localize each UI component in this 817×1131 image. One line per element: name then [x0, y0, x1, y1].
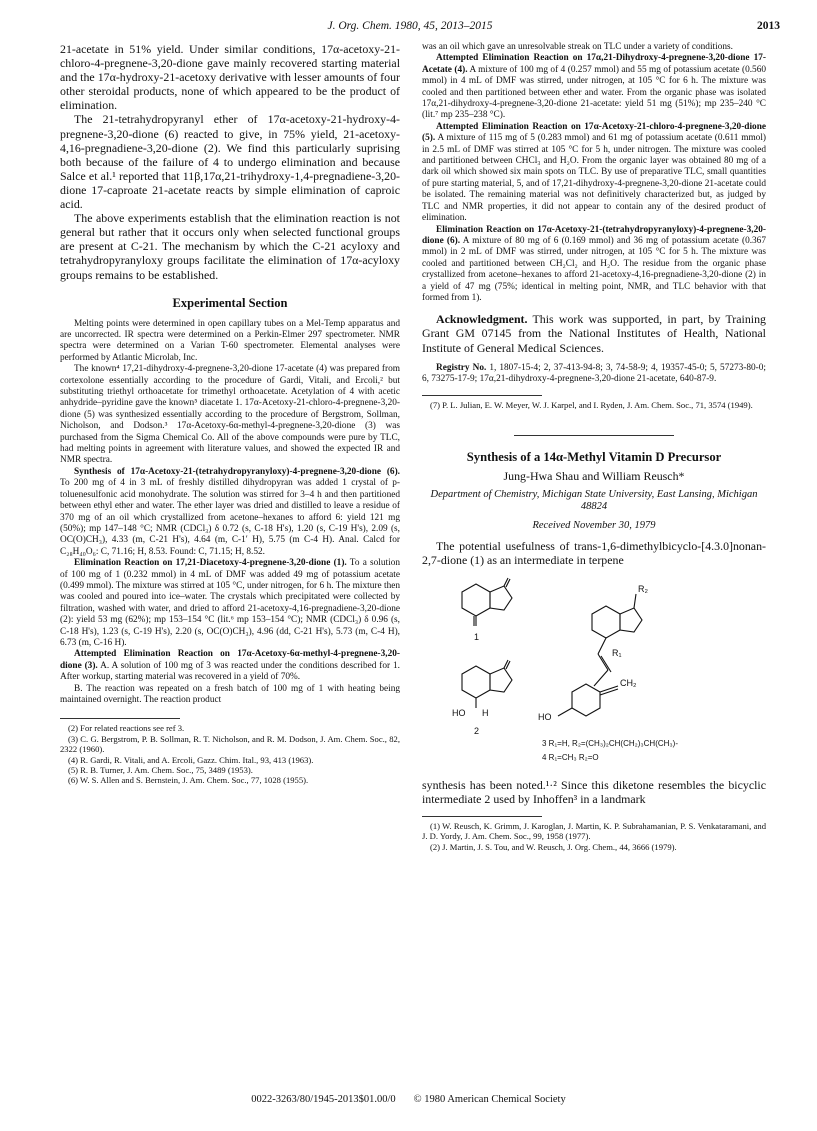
paragraph-text: A mixture of 115 mg of 5 (0.283 mmol) and 61 mg of potassium acetate (0.611 mmol) in 2.5 mL of DMF was stirred at 105 °C for 5 h, under nitrogen. The mixture was cooled and partitioned between CHCl₃ and H₂O. From the organic layer was obtained 80 mg of a dark oil which showed six main spots on TLC. By use of preparative TLC, small quantities of pure starting material, 5, and of 17,21-dihydroxy-4-pregnene-3,20-dione 21-acetate could be isolated. The remaining material was not definitively characterized but, as judged by TLC and NMR properties, it did not appear to contain any of the desired product of elimination.: [422, 133, 766, 224]
registry-numbers: [422, 363, 766, 386]
label-r1: R₁: [612, 647, 622, 658]
page-number: 2013: [757, 20, 780, 32]
paragraph: B. The reaction was repeated on a fresh batch of 100 mg of 1 with heating being maintained overnight. The reaction product: [60, 683, 400, 705]
label-ho: HO: [452, 707, 466, 718]
paragraph-text: 1, 1807-15-4; 2, 37-413-94-8; 3, 74-58-9; 4, 19357-45-0; 5, 57273-80-0; 6, 73275-17-9; 17α,21-dihydroxy-4-pregnene-3,20-dione 21-acetate, 640-87-9.: [422, 362, 767, 385]
paragraph: [60, 649, 400, 683]
structures-drawing: [422, 574, 766, 774]
copyright: © 1980 American Chemical Society: [413, 1094, 566, 1105]
run-in-heading: Acknowledgment.: [436, 312, 528, 327]
run-in-heading: Elimination Reaction on 17α-Acetoxy-21-(tetrahydropyranyloxy)-4-pregnene-3,20-dione (6).: [422, 224, 766, 246]
footnote-rule: [422, 816, 542, 817]
received-date: Received November 30, 1979: [532, 519, 656, 531]
label-compound-2: 2: [474, 725, 480, 736]
paragraph-text: A mixture of 80 mg of 6 (0.169 mmol) and 36 mg of potassium acetate (0.367 mmol) in 2 mL of DMF was stirred, under nitrogen, at 105 °C for 5 h. The mixture was cooled and partitioned between CH₂Cl₂ and H₂O. The residue from the organic phase crystallized from acetone–hexanes to afford 21-acetoxy-4,16-pregnadiene-3,20-dione (2) in a yield of 47 mg (75%; identical in melting point, NMR, and TLC behavior with that formed from 1).: [422, 235, 766, 303]
label-ch2: CH₂: [620, 677, 637, 688]
paragraph: Melting points were determined in open capillary tubes on a Mel-Temp apparatus and are uncorrected. IR spectra were determined on a Perkin-Elmer 297 spectrometer. NMR spectra were determined on a Varian T-60 spectrometer. Elemental analyses were performed by Atlantic Microlab, Inc.: [60, 318, 400, 363]
ring-cd-5: [620, 608, 642, 632]
chemical-structures: [422, 574, 766, 774]
paragraph: synthesis has been noted.¹·² Since this diketone resembles the bicyclic intermediate 2 used by Inhoffen³ in a landmark: [422, 777, 766, 806]
run-in-heading: Attempted Elimination Reaction on 17α,21-Dihydroxy-4-pregnene-3,20-dione 17-Acetate (4).: [422, 53, 766, 75]
page-footer: [0, 1094, 817, 1105]
ring-cd-6: [592, 606, 620, 638]
paragraph-text: A mixture of 100 mg of 4 (0.257 mmol) and 55 mg of potassium acetate (0.560 mmol) in 4 mL of DMF was stirred, under nitrogen, at 105 °C for 6 h. The mixture was cooled and then partitioned between ether and water. From the organic phase was isolated 17α,21-dihydroxy-4-pregnene-3,20-dione 21-acetate: yield 51 mg (51%); mp 235–240 °C (lit.⁷ mp 235–238 °C).: [422, 64, 766, 121]
journal-citation: J. Org. Chem. 1980, 45, 2013–2015: [327, 20, 493, 32]
footnote: (4) R. Gardi, R. Vitali, and A. Ercoli, Gazz. Chim. Ital., 93, 413 (1963).: [68, 754, 314, 765]
authors: Jung-Hwa Shau and William Reusch*: [503, 468, 685, 483]
right-column: [422, 42, 766, 852]
run-in-heading: Registry No.: [436, 362, 487, 373]
label-h: H: [482, 707, 489, 718]
affiliation: Department of Chemistry, Michigan State University, East Lansing, Michigan 48824: [430, 488, 758, 513]
acknowledgment: [422, 312, 766, 354]
paragraph-text: To a solution of 100 mg of 1 (0.232 mmol) in 4 mL of DMF was added 49 mg of potassium acetate (0.499 mmol). The mixture was stirred at 105 °C, under nitrogen, for 6 h. The mixture then was cooled and poured into ice–water. The crystals which precipitated were collected by filtration, washed with water, and dried to afford 21-acetoxy-4,16-pregnadiene-3,20-dione (2): yield 53 mg (62%); mp 153–154 °C (lit.⁶ mp 153–154 °C); NMR (CDCl₃) δ 0.96 (s, C-18 H's), 1.23 (s, C-19 H's), 2.20 (s, OC(O)CH₃), 4.96 (dd, C-21 H's), 5.73 (m, C-4 H), 6.73 (m, C-16 H).: [60, 558, 401, 648]
footnote: (6) W. S. Allen and S. Bernstein, J. Am. Chem. Soc., 77, 1028 (1955).: [68, 775, 309, 786]
footnote: (7) P. L. Julian, E. W. Meyer, W. J. Karpel, and I. Ryden, J. Am. Chem. Soc., 71, 3574 (1949).: [430, 400, 753, 411]
run-in-heading: Attempted Elimination Reaction on 17α-Acetoxy-21-chloro-4-pregnene-3,20-dione (5).: [422, 121, 766, 144]
paragraph-text: This work was supported, in part, by Training Grant GM 07145 from the National Institutes of Health, National Institute of General Medical Sciences.: [422, 312, 766, 355]
paragraph: was an oil which gave an unresolvable streak on TLC under a variety of conditions.: [422, 42, 733, 52]
paragraph: [60, 467, 400, 558]
paragraph-text: A. A solution of 100 mg of 3 was reacted under the conditions described for 1. After workup, starting material was recovered in a yield of 70%.: [60, 660, 400, 683]
paragraph: 21-acetate in 51% yield. Under similar conditions, 17α-acetoxy-21-chloro-4-pregnene-3,20-dione gave mainly recovered starting material and the 17α-hydroxy-21-acetoxy derivative with lesser amounts of four other steroidal products, none of which appeared to be the product of elimination.: [60, 42, 400, 113]
paragraph: [422, 225, 766, 305]
label-r2: R₂: [638, 583, 648, 594]
article-separator: [514, 435, 674, 436]
footnote: (1) W. Reusch, K. Grimm, J. Karoglan, J. Martin, K. P. Subrahamanian, P. S. Venkataramani, and J. D. Yordy, J. Am. Chem. Soc., 99, 1958 (1977).: [422, 820, 766, 842]
running-header: [40, 20, 780, 36]
footnote-rule: [60, 718, 180, 719]
footnote-rule: [422, 395, 542, 396]
footnote: (3) C. G. Bergstrom, P. B. Sollman, R. T. Nicholson, and R. M. Dodson, J. Am. Chem. Soc., 82, 2322 (1960).: [60, 733, 400, 755]
label-compound-1: 1: [474, 631, 480, 642]
legend-3: 3 R₁=H, R₂=(CH₃)₂CH(CH₂)₃CH(CH₃)-: [542, 738, 679, 748]
footnote: (5) R. B. Turner, J. Am. Chem. Soc., 75, 3489 (1953).: [68, 765, 253, 776]
ring-5-compound-2: [490, 668, 512, 692]
ring-a: [572, 684, 600, 716]
label-ho-vitd: HO: [538, 711, 552, 722]
legend-4: 4 R₁=CH₃ R₂=O: [542, 752, 599, 762]
paragraph: [422, 53, 766, 121]
footnote: (2) J. Martin, J. S. Tou, and W. Reusch, J. Org. Chem., 44, 3666 (1979).: [430, 841, 677, 852]
run-in-heading: Synthesis of 17α-Acetoxy-21-(tetrahydropyranyloxy)-4-pregnene-3,20-dione (6).: [74, 466, 400, 477]
paragraph: [60, 558, 400, 649]
paragraph: The potential usefulness of trans-1,6-dimethylbicyclo-[4.3.0]nonan-2,7-dione (1) as an intermediate in terpene: [422, 539, 766, 568]
section-heading: Experimental Section: [172, 295, 288, 310]
article-title: Synthesis of a 14α-Methyl Vitamin D Precursor: [466, 449, 722, 464]
ring-6-compound-2: [462, 666, 490, 698]
paragraph: The above experiments establish that the elimination reaction is not general but rather that it occurs only when selected functional groups are present at C-21. The mechanism by which the C-21 acyloxy and tetrahydropyranyloxy groups facilitate the elimination of 17α-acyloxy groups remains to be established.: [60, 211, 400, 282]
paragraph-text: To 200 mg of 4 in 3 mL of freshly distilled dihydropyran was added 1 crystal of p-toluenesulfonic acid monohydrate. The solution was stirred for 3–4 h and then partitioned between ethyl ether and water. The ether layer was dried and distilled to leave a residue of 370 mg of an oil which crystallized from acetone–hexanes to afford 6: yield 121 mg (50%); mp 147–148 °C; NMR (CDCl₃) δ 0.72 (s, C-18 H's), 1.20 (s, C-19 H's), 2.09 (s, OC(O)CH₃), 4.33 (m, C-21 H's), 4.64 (m, C-1′ H), 5.75 (m C-4 H). Anal. Calcd for C₂₈H₄₀O₆: C, 71.16; H, 8.53. Found: C, 71.15; H, 8.52.: [60, 478, 400, 557]
publication-code: 0022-3263/80/1945-2013$01.00/0: [251, 1094, 396, 1105]
paragraph: The 21-tetrahydropyranyl ether of 17α-acetoxy-21-hydroxy-4-pregnene-3,20-dione (6) reacted to give, in 75% yield, 21-acetoxy-4,16-pregnadiene-3,20-dione (2). We find this particularly suprising both because of the failure of 4 to undergo elimination and because Salce et al.¹ reported that 11β,17α,21-trihydroxy-1,4-pregnadiene-3,20-dione 17-caproate 21-acetate reacts by simple elimination of caproic acid.: [60, 112, 400, 212]
run-in-heading: Attempted Elimination Reaction on 17α-Acetoxy-6α-methyl-4-pregnene-3,20-dione (3).: [60, 649, 400, 671]
paragraph: The known⁴ 17,21-dihydroxy-4-pregnene-3,20-dione 17-acetate (4) was prepared from cortexolone essentially according to the procedure of Gardi, Vitali, and Ercoli,² but substituting triethyl orthoacetate for trimethyl orthoacetate. Acetylation of 4 with acetic anhydride–pyridine gave the known⁵ diacetate 1. 17α-Acetoxy-21-chloro-4-pregnene-3,20-dione (5) was synthesized essentially according to the procedure of Bergstrom, Sollman, Nicholson, and Dodson.³ 17α-Acetoxy-6α-methyl-4-pregnene-3,20-dione (3) was purchased from the Sigma Chemical Co. All of the above compounds were pure by TLC, had melting points in agreement with literature values, and showed the expected IR and NMR spectra.: [60, 364, 400, 466]
left-column: [60, 42, 400, 786]
ring-6-compound-1: [462, 584, 490, 616]
run-in-heading: Elimination Reaction on 17,21-Diacetoxy-4-pregnene-3,20-dione (1).: [74, 558, 347, 569]
paragraph: [422, 122, 766, 225]
ring-5-compound-1: [490, 586, 512, 610]
footnote: (2) For related reactions see ref 3.: [68, 723, 185, 734]
